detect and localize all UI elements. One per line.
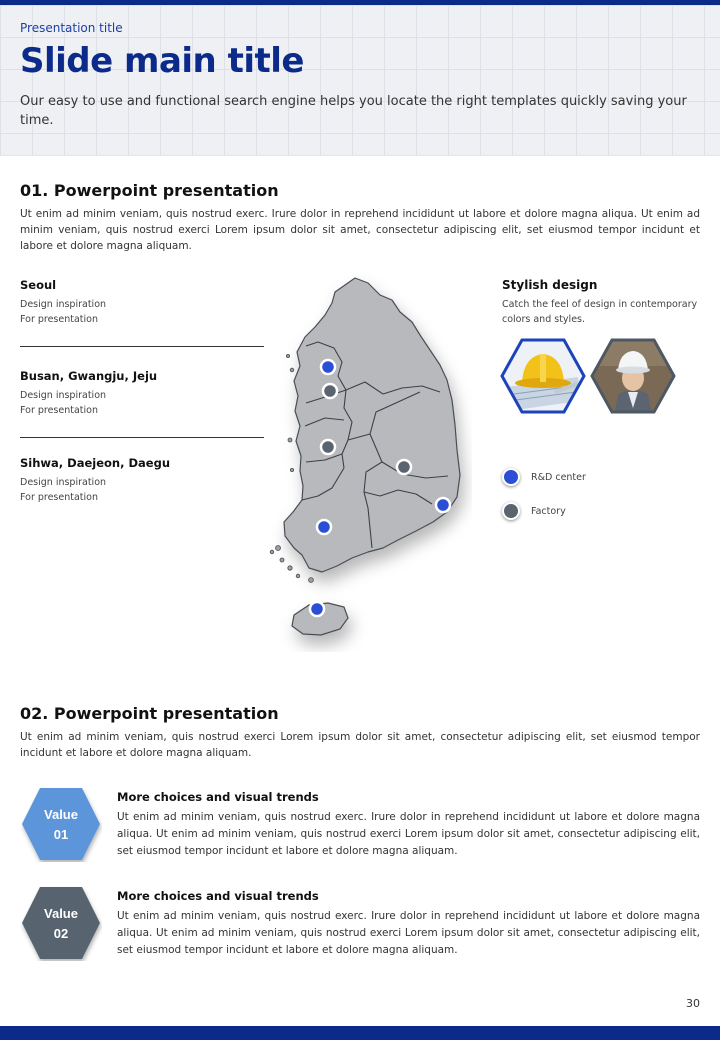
divider xyxy=(20,437,264,438)
location-line: Design inspiration xyxy=(20,477,107,488)
value-label: Value xyxy=(44,807,78,822)
location-name: Busan, Gwangju, Jeju xyxy=(20,369,158,383)
location-line: For presentation xyxy=(20,492,98,503)
stylish-design-text: Catch the feel of design in contemporary colors and styles. xyxy=(502,299,698,325)
location-line: For presentation xyxy=(20,314,98,325)
legend-dot-blue xyxy=(502,468,520,486)
engineer-white-helmet-image xyxy=(590,336,676,416)
location-name: Seoul xyxy=(20,278,57,292)
location-line: For presentation xyxy=(20,405,98,416)
location-sihwa-daejeon-daegu xyxy=(20,456,264,505)
value-text: Ut enim ad minim veniam, quis nostrud exerc. Irure dolor in reprehend incididunt ut labore et dolore magna aliqua. Ut enim ad minim veniam, quis nostrud exerci Lorem ipsum dolor sit amet, consectetur adipiscing elit, set eiusmod tempor incidunt et labore et dolore magna aliquam. xyxy=(117,811,700,857)
value-number: 01 xyxy=(53,827,69,842)
rnd-center-marker xyxy=(310,602,324,616)
value-01-hexagon xyxy=(20,786,102,862)
value-02-block xyxy=(117,889,700,959)
page-number: 30 xyxy=(686,997,700,1010)
stylish-design-title: Stylish design xyxy=(502,278,598,292)
presentation-title: Presentation title xyxy=(20,21,123,35)
rnd-center-marker xyxy=(321,360,335,374)
slide-main-title: Slide main title xyxy=(20,41,304,81)
value-title: More choices and visual trends xyxy=(117,889,319,903)
legend-dot-gray xyxy=(502,502,520,520)
section-1-body: Ut enim ad minim veniam, quis nostrud exerc. Irure dolor in reprehend incididunt ut labore et dolore magna aliqua. Ut enim ad minim veniam, quis nostrud exerci Lorem ipsum dolor sit amet, consectetur adipiscing elit, set eiusmod tempor incidunt et labore et dolore magna aliquam. xyxy=(20,208,700,252)
bottom-accent-bar xyxy=(0,1026,720,1040)
value-number: 02 xyxy=(53,926,69,941)
section-1-heading: 01. Powerpoint presentation xyxy=(20,181,279,200)
slide-header xyxy=(0,5,720,156)
legend-factory xyxy=(502,502,566,520)
section-2-heading: 02. Powerpoint presentation xyxy=(20,704,279,723)
divider xyxy=(20,346,264,347)
value-01-block xyxy=(117,790,700,860)
korea-map xyxy=(262,272,472,652)
location-seoul xyxy=(20,278,264,327)
location-busan-gwangju-jeju xyxy=(20,369,264,418)
legend-label: Factory xyxy=(531,505,566,517)
legend-rnd-center xyxy=(502,468,586,486)
factory-marker xyxy=(323,384,337,398)
slide-subtitle: Our easy to use and functional search engine helps you locate the right templates quickly saving your time. xyxy=(20,94,687,128)
value-label: Value xyxy=(44,906,78,921)
rnd-center-marker xyxy=(436,498,450,512)
location-line: Design inspiration xyxy=(20,299,107,310)
legend-label: R&D center xyxy=(531,471,586,483)
value-title: More choices and visual trends xyxy=(117,790,319,804)
value-text: Ut enim ad minim veniam, quis nostrud exerc. Irure dolor in reprehend incididunt ut labore et dolore magna aliqua. Ut enim ad minim veniam, quis nostrud exerci Lorem ipsum dolor sit amet, consectetur adipiscing elit, set eiusmod tempor incidunt et labore et dolore magna aliquam. xyxy=(117,910,700,956)
rnd-center-marker xyxy=(317,520,331,534)
factory-marker xyxy=(321,440,335,454)
hard-hat-plans-image xyxy=(500,336,586,416)
location-name: Sihwa, Daejeon, Daegu xyxy=(20,456,170,470)
factory-marker xyxy=(397,460,411,474)
value-02-hexagon xyxy=(20,885,102,961)
location-line: Design inspiration xyxy=(20,390,107,401)
section-2-body: Ut enim ad minim veniam, quis nostrud exerci Lorem ipsum dolor sit amet, consectetur adipiscing elit, set eiusmod tempor incidunt et labore et dolore magna aliquam. xyxy=(20,731,700,759)
